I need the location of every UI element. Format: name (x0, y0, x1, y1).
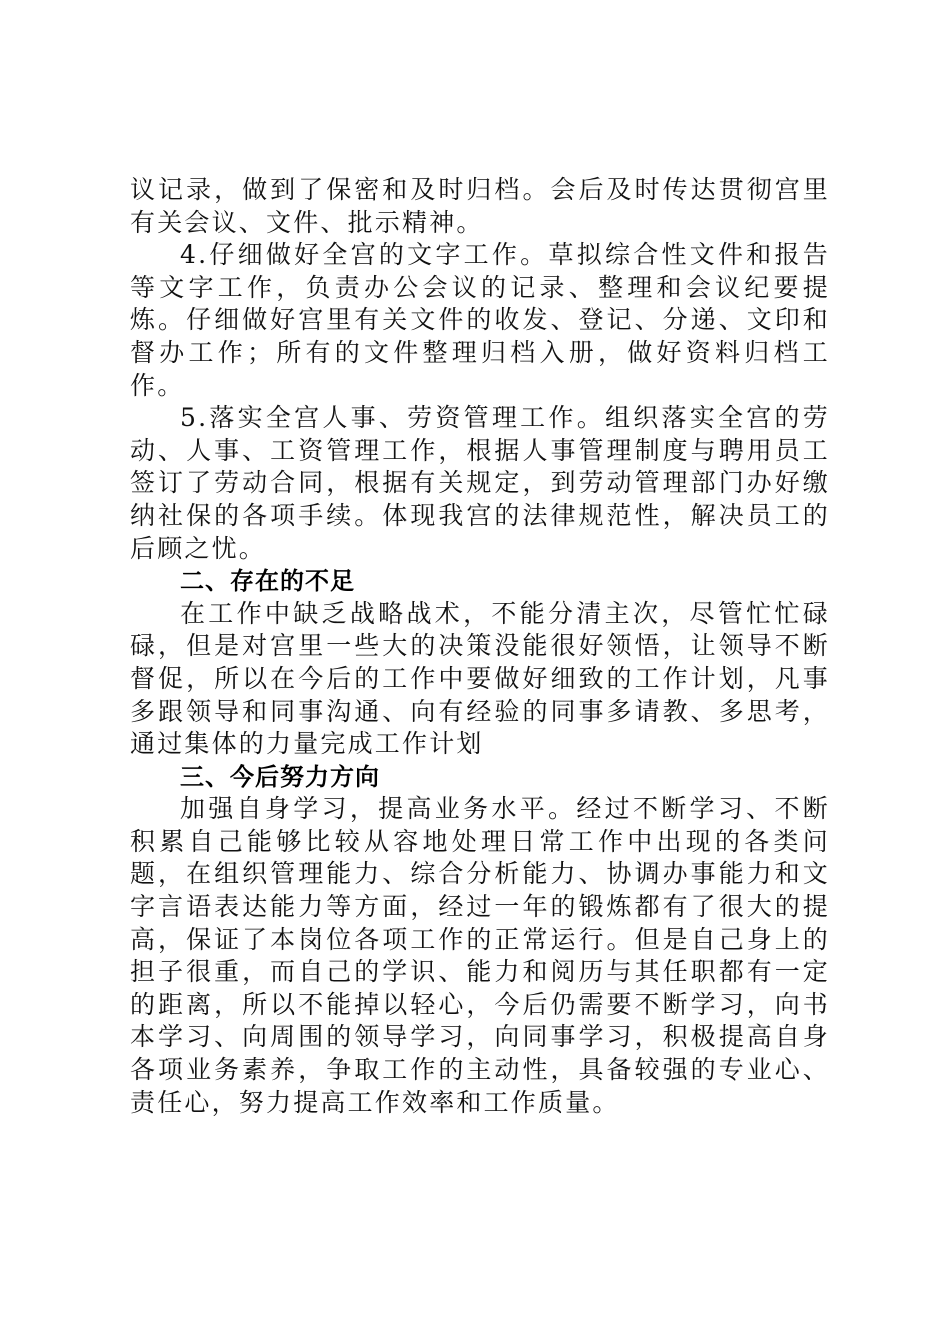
paragraph-item-4: 4.仔细做好全宫的文字工作。草拟综合性文件和报告等文字工作，负责办公会议的记录、整理和会议纪要提炼。仔细做好宫里有关文件的收发、登记、分递、文印和督办工作；所有的文件整理归档入册，做好资料归档工作。 (130, 240, 830, 400)
paragraph-continued: 议记录，做到了保密和及时归档。会后及时传达贯彻宫里有关会议、文件、批示精神。 (130, 175, 830, 237)
document-body (130, 174, 830, 1119)
paragraph-item-5: 5.落实全宫人事、劳资管理工作。组织落实全宫的劳动、人事、工资管理工作，根据人事管理制度与聘用员工签订了劳动合同，根据有关规定，到劳动管理部门办好缴纳社保的各项手续。体现我宫的法律规范性，解决员工的后顾之忧。 (130, 403, 830, 563)
section-heading-future-direction: 三、今后努力方向 (180, 762, 380, 791)
paragraph-shortcomings: 在工作中缺乏战略战术，不能分清主次，尽管忙忙碌碌，但是对宫里一些大的决策没能很好领悟，让领导不断督促，所以在今后的工作中要做好细致的工作计划，凡事多跟领导和同事沟通、向有经验的同事多请教、多思考，通过集体的力量完成工作计划 (130, 598, 830, 759)
paragraph-future-direction: 加强自身学习，提高业务水平。经过不断学习、不断积累自己能够比较从容地处理日常工作中出现的各类问题，在组织管理能力、综合分析能力、协调办事能力和文字言语表达能力等方面，经过一年的锻炼都有了很大的提高，保证了本岗位各项工作的正常运行。但是自己身上的担子很重，而自己的学识、能力和阅历与其任职都有一定的距离，所以不能掉以轻心，今后仍需要不断学习，向书本学习、向周围的领导学习，向同事学习，积极提高自身各项业务素养，争取工作的主动性，具备较强的专业心、责任心，努力提高工作效率和工作质量。 (130, 794, 830, 1117)
section-heading-shortcomings: 二、存在的不足 (180, 567, 355, 596)
